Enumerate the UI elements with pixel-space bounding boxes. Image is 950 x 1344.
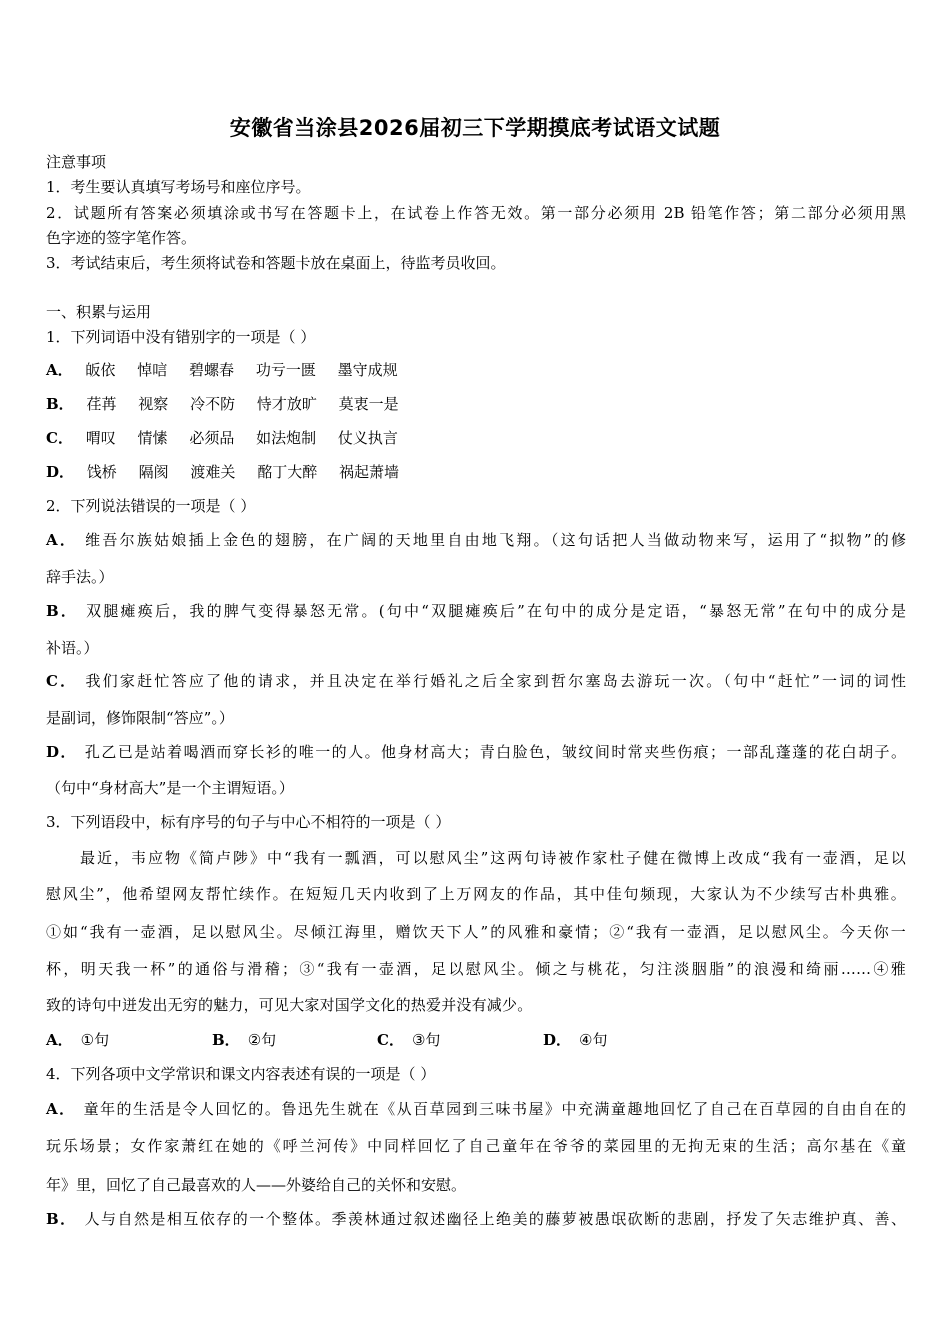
word: 仗义执言 [337, 429, 398, 447]
q3-passage-line-3: ①如“我有一壶酒，足以慰风尘。尽倾江海里，赠饮天下人”的风雅和豪情；②“我有一壶酒，足以慰风尘。今天你一 [46, 923, 906, 941]
option-text: 孔乙已是站着喝酒而穿长衫的唯一的人。他身材高大；青白脸色，皱纹间时常夹些伤痕；一部乱蓬蓬的花白胡子。 [84, 743, 906, 761]
option-text: ②句 [247, 1031, 277, 1049]
word: 如法炮制 [256, 429, 317, 447]
section-heading: 一、积累与运用 [46, 303, 152, 321]
word: 酩丁大醉 [257, 463, 318, 481]
q2-option-d-line-2: （句中“身材高大”是一个主谓短语。） [46, 779, 294, 797]
option-label: C． [46, 429, 73, 447]
word: 功亏一匮 [255, 361, 316, 379]
option-text: ③句 [411, 1031, 441, 1049]
q4-stem: 4．下列各项中文学常识和课文内容表述有误的一项是（ ） [46, 1065, 436, 1083]
option-label: C． [377, 1031, 404, 1049]
word: 墨守成规 [337, 361, 398, 379]
page-title: 安徽省当涂县2026届初三下学期摸底考试语文试题 [229, 116, 721, 140]
option-label: D． [46, 743, 77, 761]
q3-choice-c [377, 1030, 440, 1050]
q3-passage-line-2: 慰风尘”，他希望网友帮忙续作。在短短几天内收到了上万网友的作品，其中佳句频现，大家认为不少续写古朴典雅。 [46, 885, 906, 903]
q2-option-b-line-1 [46, 601, 906, 621]
option-label: A． [46, 1100, 76, 1118]
q3-stem: 3．下列语段中，标有序号的句子与中心不相符的一项是（ ） [46, 813, 451, 831]
notes-item-3: 3．考试结束后，考生须将试卷和答题卡放在桌面上，待监考员收回。 [46, 254, 506, 272]
q2-option-a-line-1 [46, 530, 906, 550]
option-label: B． [46, 395, 74, 413]
option-text: ④句 [579, 1031, 608, 1049]
word: 渡难关 [190, 463, 236, 481]
q3-passage-line-1: 最近，韦应物《简卢陟》中“我有一瓢酒，可以慰风尘”这两句诗被作家杜子健在微博上改成“我有一壶酒，足以 [80, 849, 906, 867]
q2-option-c-line-1 [46, 671, 906, 691]
q2-stem: 2．下列说法错误的一项是（ ） [46, 497, 256, 515]
notes-item-2-line-1: 2．试题所有答案必须填涂或书写在答题卡上，在试卷上作答无效。第一部分必须用 2B 铅笔作答；第二部分必须用黑 [46, 204, 906, 222]
word: 隔阂 [138, 463, 169, 481]
option-label: B． [46, 1210, 77, 1228]
option-label: D． [543, 1031, 572, 1049]
q1-option-d [46, 462, 416, 482]
word: 视察 [138, 395, 169, 413]
q3-choice-b [212, 1030, 276, 1050]
option-label: A． [46, 361, 73, 379]
word: 荏苒 [86, 395, 117, 413]
word: 情愫 [137, 429, 168, 447]
option-text: 双腿瘫痪后，我的脾气变得暴怒无常。(句中“双腿瘫痪后”在句中的成分是定语，“暴怒无常”在句中的成分是 [86, 602, 906, 620]
option-text: 我们家赶忙答应了他的请求，并且决定在举行婚礼之后全家到哲尔塞岛去游玩一次。（句中“赶忙”一词的词性 [85, 672, 906, 690]
word: 饯桥 [86, 463, 117, 481]
q3-passage-line-4: 杯，明天我一杯”的通俗与滑稽；③“我有一壶酒，足以慰风尘。倾之与桃花，匀注淡胭脂”的浪漫和绮丽……④雅 [46, 960, 906, 978]
word: 悼唁 [137, 361, 168, 379]
q3-passage-line-5: 致的诗句中迸发出无穷的魅力，可见大家对国学文化的热爱并没有减少。 [46, 996, 533, 1014]
q1-option-b [46, 394, 416, 414]
word: 皈依 [85, 361, 116, 379]
q1-option-a [46, 360, 415, 380]
q3-choice-d [543, 1030, 607, 1050]
option-text: 童年的生活是令人回忆的。鲁迅先生就在《从百草园到三味书屋》中充满童趣地回忆了自己在百草园的自由自在的 [83, 1100, 906, 1118]
option-label: A． [46, 531, 78, 549]
word: 莫衷一是 [338, 395, 399, 413]
word: 碧螺春 [189, 361, 235, 379]
option-label: C． [46, 672, 78, 690]
notes-item-2-line-2: 色字迹的签字笔作答。 [46, 229, 197, 247]
word: 冷不防 [190, 395, 236, 413]
notes-item-1: 1．考生要认真填写考场号和座位序号。 [46, 178, 311, 196]
q4-option-a-line-3: 年》里，回忆了自己最喜欢的人——外婆给自己的关怀和安慰。 [46, 1176, 467, 1194]
word: 祸起萧墙 [338, 463, 399, 481]
q3-choice-a [46, 1030, 109, 1050]
q4-option-a-line-1 [46, 1099, 906, 1119]
word: 喟叹 [85, 429, 116, 447]
option-label: B． [212, 1031, 240, 1049]
q2-option-b-line-2: 补语。） [46, 639, 99, 657]
q1-stem: 1．下列词语中没有错别字的一项是（ ） [46, 328, 316, 346]
option-label: B． [46, 602, 79, 620]
q2-option-c-line-2: 是副词，修饰限制“答应”。） [46, 709, 234, 727]
option-text: ①句 [80, 1031, 110, 1049]
option-label: D． [46, 463, 75, 481]
option-text: 人与自然是相互依存的一个整体。季羡林通过叙述幽径上绝美的藤萝被愚氓砍断的悲剧，抒发了矢志维护真、善、 [84, 1210, 906, 1228]
q2-option-d-line-1 [46, 742, 906, 762]
word: 必须品 [189, 429, 235, 447]
option-label: A． [46, 1031, 73, 1049]
q1-option-c [46, 428, 415, 448]
q2-option-a-line-2: 辞手法。） [46, 568, 114, 586]
option-text: 维吾尔族姑娘插上金色的翅膀，在广阔的天地里自由地飞翔。（这句话把人当做动物来写，运用了“拟物”的修 [85, 531, 906, 549]
word: 恃才放旷 [256, 395, 317, 413]
q4-option-a-line-2: 玩乐场景；女作家萧红在她的《呼兰河传》中同样回忆了自己童年在爷爷的菜园里的无拘无束的生活；高尔基在《童 [46, 1137, 906, 1155]
notes-heading: 注意事项 [46, 153, 107, 171]
q4-option-b-line-1 [46, 1209, 906, 1229]
